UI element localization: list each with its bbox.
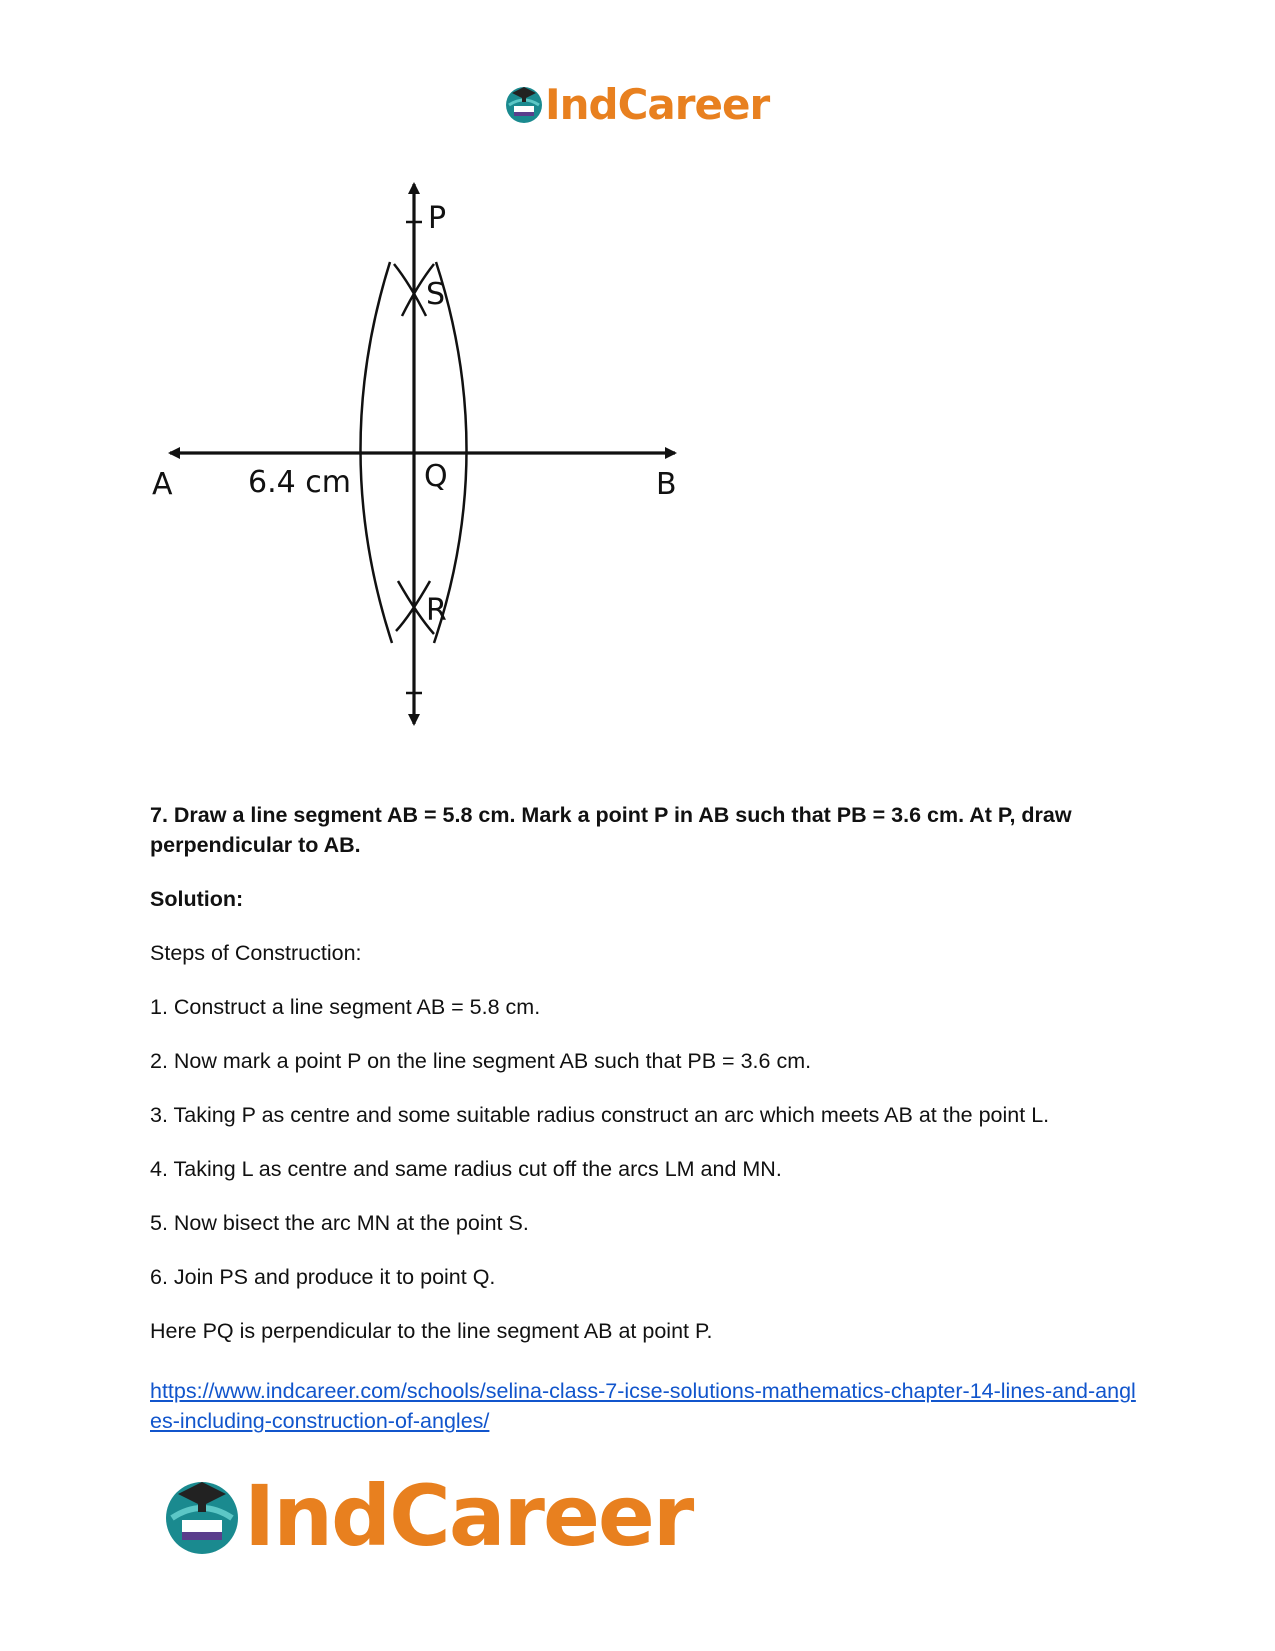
step-item: 1. Construct a line segment AB = 5.8 cm. [150, 995, 541, 1019]
step-item: 5. Now bisect the arc MN at the point S. [150, 1211, 529, 1235]
source-link[interactable]: https://www.indcareer.com/schools/selina-class-7-icse-solutions-mathematics-chapter-14-lines-and-angles-including-construction-of-angles/ [150, 1379, 1136, 1433]
question-text: 7. Draw a line segment AB = 5.8 cm. Mark a point P in AB such that PB = 3.6 cm. At P, draw perpendicular to AB. [150, 803, 1072, 857]
logo-wordmark: IndCareer [545, 79, 770, 129]
footer-logo [160, 1468, 692, 1564]
step-item: 2. Now mark a point P on the line segment AB such that PB = 3.6 cm. [150, 1049, 812, 1073]
solution-heading: Solution: [150, 887, 244, 911]
label-q: Q [424, 459, 448, 494]
globe-graduation-cap-icon [160, 1474, 244, 1558]
step-item: 4. Taking L as centre and same radius cut off the arcs LM and MN. [150, 1157, 782, 1181]
label-p: P [428, 201, 447, 236]
label-b: B [656, 467, 677, 502]
globe-graduation-cap-icon [503, 83, 545, 125]
label-s: S [426, 277, 446, 312]
logo-wordmark: IndCareer [244, 1467, 693, 1565]
arc-cross-s-1 [394, 264, 426, 316]
conclusion-text: Here PQ is perpendicular to the line segment AB at point P. [150, 1319, 713, 1343]
header-logo [503, 78, 769, 130]
construction-figure [140, 176, 730, 776]
solution-content [150, 800, 1140, 1436]
label-r: R [426, 593, 447, 628]
label-measure: 6.4 cm [248, 465, 351, 500]
step-item: 3. Taking P as centre and some suitable radius construct an arc which meets AB at the point L. [150, 1103, 1050, 1127]
steps-heading: Steps of Construction: [150, 941, 362, 965]
step-item: 6. Join PS and produce it to point Q. [150, 1265, 496, 1289]
label-a: A [152, 467, 173, 502]
